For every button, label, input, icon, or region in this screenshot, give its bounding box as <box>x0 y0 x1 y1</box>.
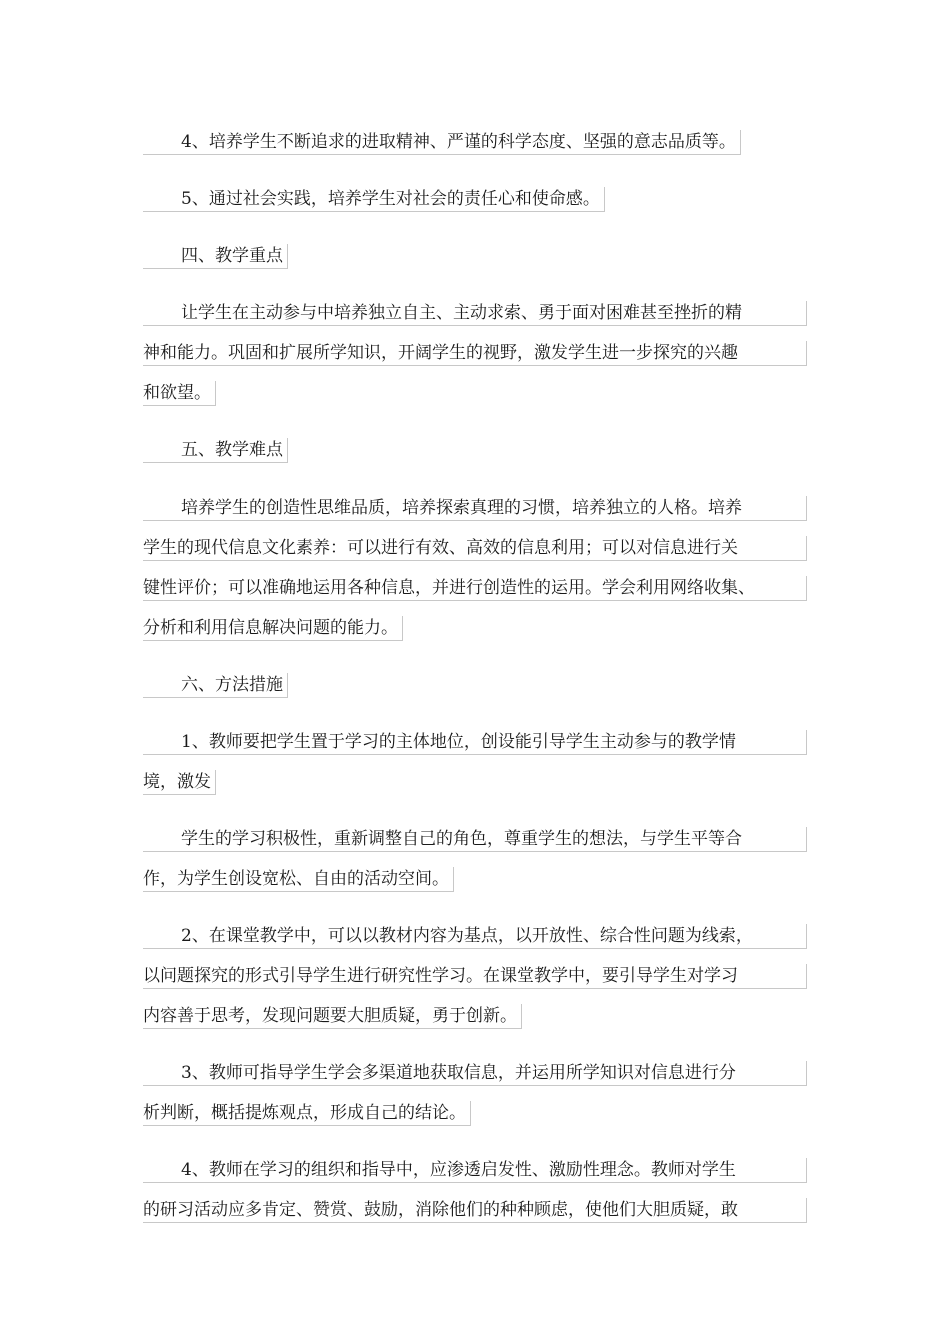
method-4-line-1: 4、教师在学习的组织和指导中，应渗透启发性、激励性理念。教师对学生 <box>143 1158 807 1183</box>
method-4-line-2: 的研习活动应多肯定、赞赏、鼓励，消除他们的种种顾虑，使他们大胆质疑，敢 <box>143 1198 807 1223</box>
objective-5: 5、通过社会实践，培养学生对社会的责任心和使命感。 <box>143 187 605 212</box>
difficulty-text-line-4: 分析和利用信息解决问题的能力。 <box>143 616 403 641</box>
focus-text-line-1: 让学生在主动参与中培养独立自主、主动求索、勇于面对困难甚至挫折的精 <box>143 301 807 326</box>
method-1-cont-line-2: 作，为学生创设宽松、自由的活动空间。 <box>143 867 454 892</box>
method-3-line-1: 3、教师可指导学生学会多渠道地获取信息，并运用所学知识对信息进行分 <box>143 1061 807 1086</box>
difficulty-text-line-3: 键性评价；可以准确地运用各种信息，并进行创造性的运用。学会利用网络收集、 <box>143 576 807 601</box>
objective-4: 4、培养学生不断追求的进取精神、严谨的科学态度、坚强的意志品质等。 <box>143 130 741 155</box>
method-1-cont-line-1: 学生的学习积极性，重新调整自己的角色，尊重学生的想法，与学生平等合 <box>143 827 807 852</box>
method-1-line-1: 1、教师要把学生置于学习的主体地位，创设能引导学生主动参与的教学情 <box>143 730 807 755</box>
method-1-line-2: 境，激发 <box>143 770 216 795</box>
method-3-line-2: 析判断，概括提炼观点，形成自己的结论。 <box>143 1101 471 1126</box>
method-2-line-1: 2、在课堂教学中，可以以教材内容为基点，以开放性、综合性问题为线索， <box>143 924 807 949</box>
heading-teaching-focus: 四、教学重点 <box>143 244 288 269</box>
heading-methods: 六、方法措施 <box>143 673 288 698</box>
focus-text-line-2: 神和能力。巩固和扩展所学知识，开阔学生的视野，激发学生进一步探究的兴趣 <box>143 341 807 366</box>
difficulty-text-line-2: 学生的现代信息文化素养：可以进行有效、高效的信息利用；可以对信息进行关 <box>143 536 807 561</box>
method-2-line-3: 内容善于思考，发现问题要大胆质疑，勇于创新。 <box>143 1004 522 1029</box>
difficulty-text-line-1: 培养学生的创造性思维品质，培养探索真理的习惯，培养独立的人格。培养 <box>143 496 807 521</box>
focus-text-line-3: 和欲望。 <box>143 381 216 406</box>
method-2-line-2: 以问题探究的形式引导学生进行研究性学习。在课堂教学中，要引导学生对学习 <box>143 964 807 989</box>
heading-teaching-difficulty: 五、教学难点 <box>143 438 288 463</box>
